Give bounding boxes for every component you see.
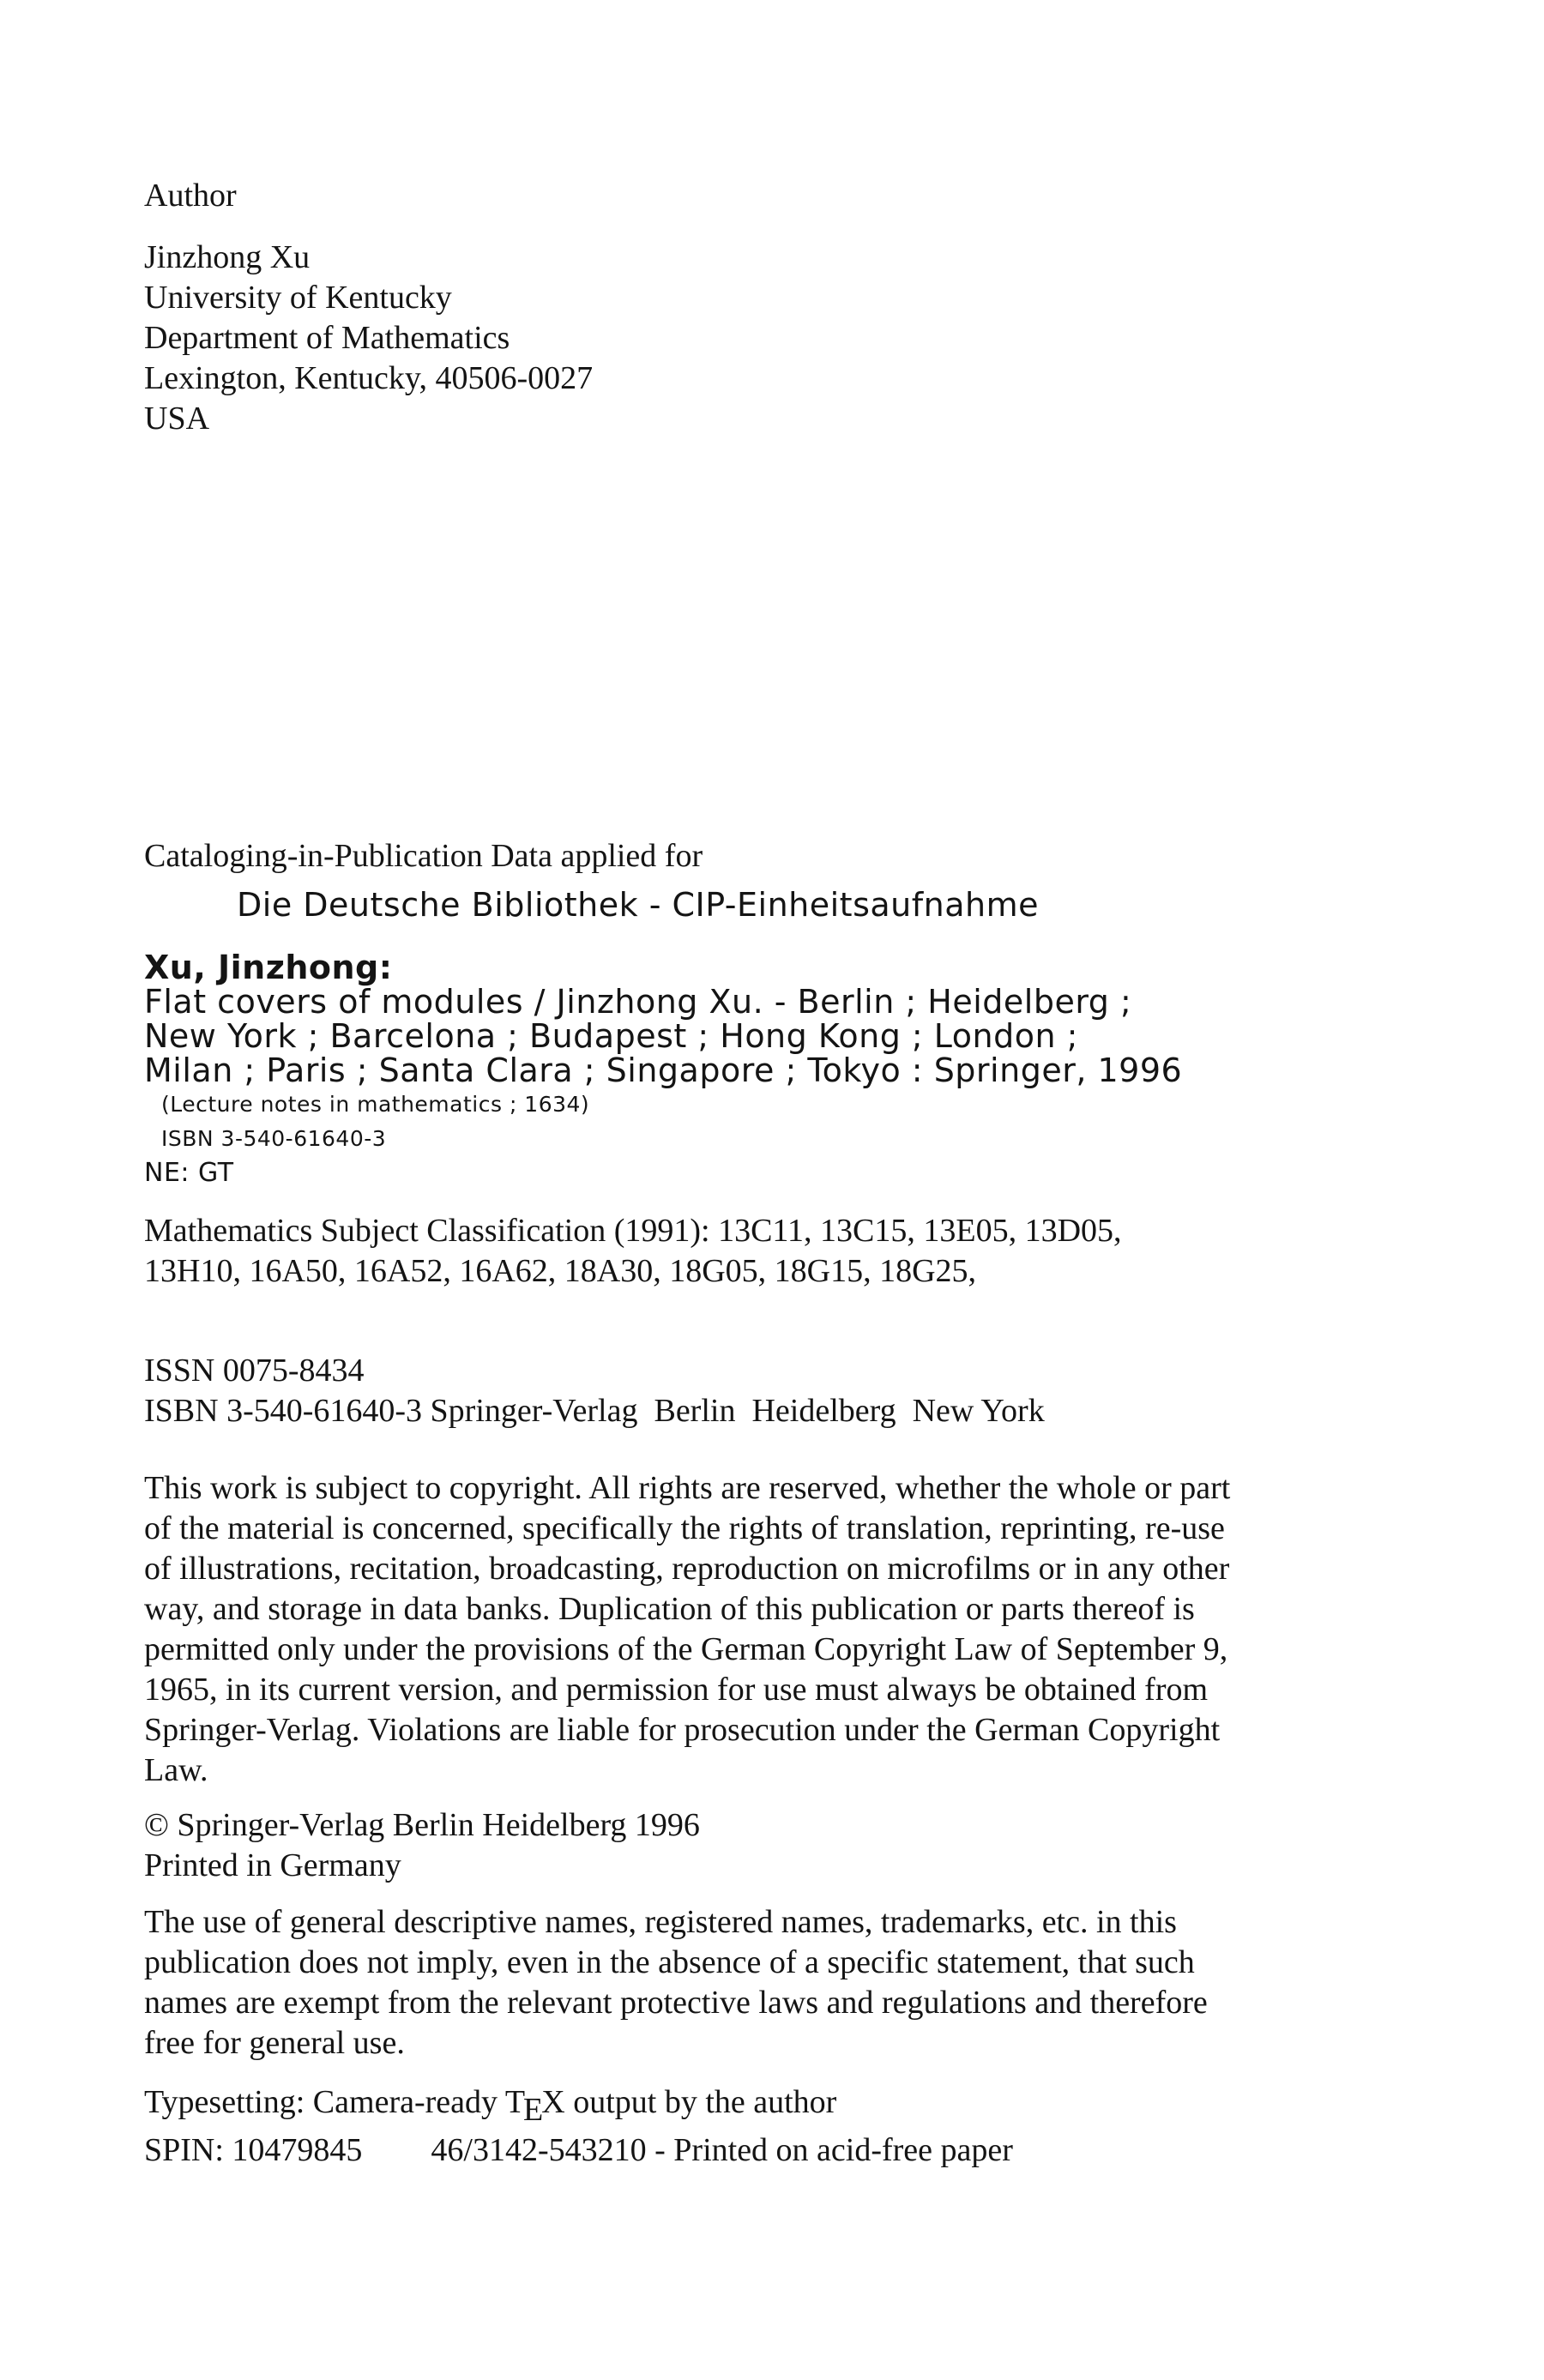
trademark-line: publication does not imply, even in the absence of a specific statement, that such	[144, 1944, 1195, 1980]
identifiers-block	[144, 1351, 1294, 1431]
copyright-line: This work is subject to copyright. All rights are reserved, whether the whole or part	[144, 1470, 1231, 1506]
publisher-copyright: © Springer-Verlag Berlin Heidelberg 1996	[144, 1807, 700, 1843]
typesetting-prefix: Typesetting: Camera-ready	[144, 2084, 505, 2120]
msc-line-2: 13H10, 16A50, 16A52, 16A62, 18A30, 18G05, 18G15, 18G25,	[144, 1253, 977, 1289]
tex-x: X	[541, 2084, 565, 2120]
publisher-block	[144, 1805, 1294, 1886]
copyright-line: Law.	[144, 1752, 208, 1788]
msc-block	[144, 1211, 1294, 1292]
tex-e: E	[523, 2092, 544, 2128]
cip-isbn: ISBN 3-540-61640-3	[161, 1126, 387, 1151]
copyright-notice	[144, 1468, 1294, 1791]
issn: ISSN 0075-8434	[144, 1353, 365, 1389]
trademark-line: The use of general descriptive names, registered names, trademarks, etc. in this	[144, 1904, 1177, 1940]
author-university: University of Kentucky	[144, 280, 452, 316]
cip-series: (Lecture notes in mathematics ; 1634)	[161, 1092, 590, 1117]
copyright-line: of illustrations, recitation, broadcasting, reproduction on microfilms or in any other	[144, 1551, 1230, 1587]
cip-places-line: New York ; Barcelona ; Budapest ; Hong Kong ; London ;	[144, 1017, 1078, 1055]
cip-library: Die Deutsche Bibliothek - CIP-Einheitsaufnahme	[237, 886, 1039, 924]
cip-title-line: Flat covers of modules / Jinzhong Xu. - Berlin ; Heidelberg ;	[144, 983, 1132, 1021]
trademark-line: free for general use.	[144, 2025, 405, 2061]
tex-logo	[504, 2084, 565, 2128]
cip-entry	[144, 950, 1294, 1190]
author-heading: Author	[144, 178, 237, 214]
cip-applied-text: Cataloging-in-Publication Data applied for	[144, 838, 703, 874]
spin-label: SPIN: 10479845	[144, 2132, 363, 2168]
tex-t: T	[504, 2084, 526, 2120]
author-department: Department of Mathematics	[144, 320, 510, 356]
printed-in: Printed in Germany	[144, 1847, 401, 1883]
cip-publisher-line: Milan ; Paris ; Santa Clara ; Singapore ; Tokyo : Springer, 1996	[144, 1051, 1183, 1089]
author-city: Lexington, Kentucky, 40506-0027	[144, 360, 594, 396]
author-block	[144, 176, 1294, 439]
typesetting-suffix: output by the author	[564, 2084, 837, 2120]
cip-author-name: Xu, Jinzhong:	[144, 949, 393, 986]
trademark-line: names are exempt from the relevant protective laws and regulations and therefore	[144, 1985, 1208, 2021]
typesetting-block	[144, 2082, 1294, 2171]
typesetting-line	[144, 2082, 1294, 2130]
copyright-line: Springer-Verlag. Violations are liable for prosecution under the German Copyright	[144, 1712, 1221, 1748]
cip-library-block	[144, 888, 1294, 922]
trademark-notice	[144, 1902, 1294, 2064]
spin-value: 46/3142-543210 - Printed on acid-free paper	[431, 2132, 1013, 2168]
msc-line-1: Mathematics Subject Classification (1991): 13C11, 13C15, 13E05, 13D05,	[144, 1213, 1122, 1249]
copyright-line: of the material is concerned, specifically the rights of translation, reprinting, re-use	[144, 1510, 1225, 1546]
isbn: ISBN 3-540-61640-3 Springer-Verlag Berlin Heidelberg New York	[144, 1393, 1045, 1429]
spin-line	[144, 2130, 1294, 2171]
copyright-line: way, and storage in data banks. Duplication of this publication or parts thereof is	[144, 1591, 1195, 1627]
copyright-line: permitted only under the provisions of the German Copyright Law of September 9,	[144, 1631, 1228, 1667]
author-name: Jinzhong Xu	[144, 239, 311, 275]
author-country: USA	[144, 401, 210, 437]
cip-ne: NE: GT	[144, 1158, 234, 1188]
copyright-line: 1965, in its current version, and permission for use must always be obtained from	[144, 1672, 1209, 1708]
cip-applied	[144, 836, 1294, 877]
